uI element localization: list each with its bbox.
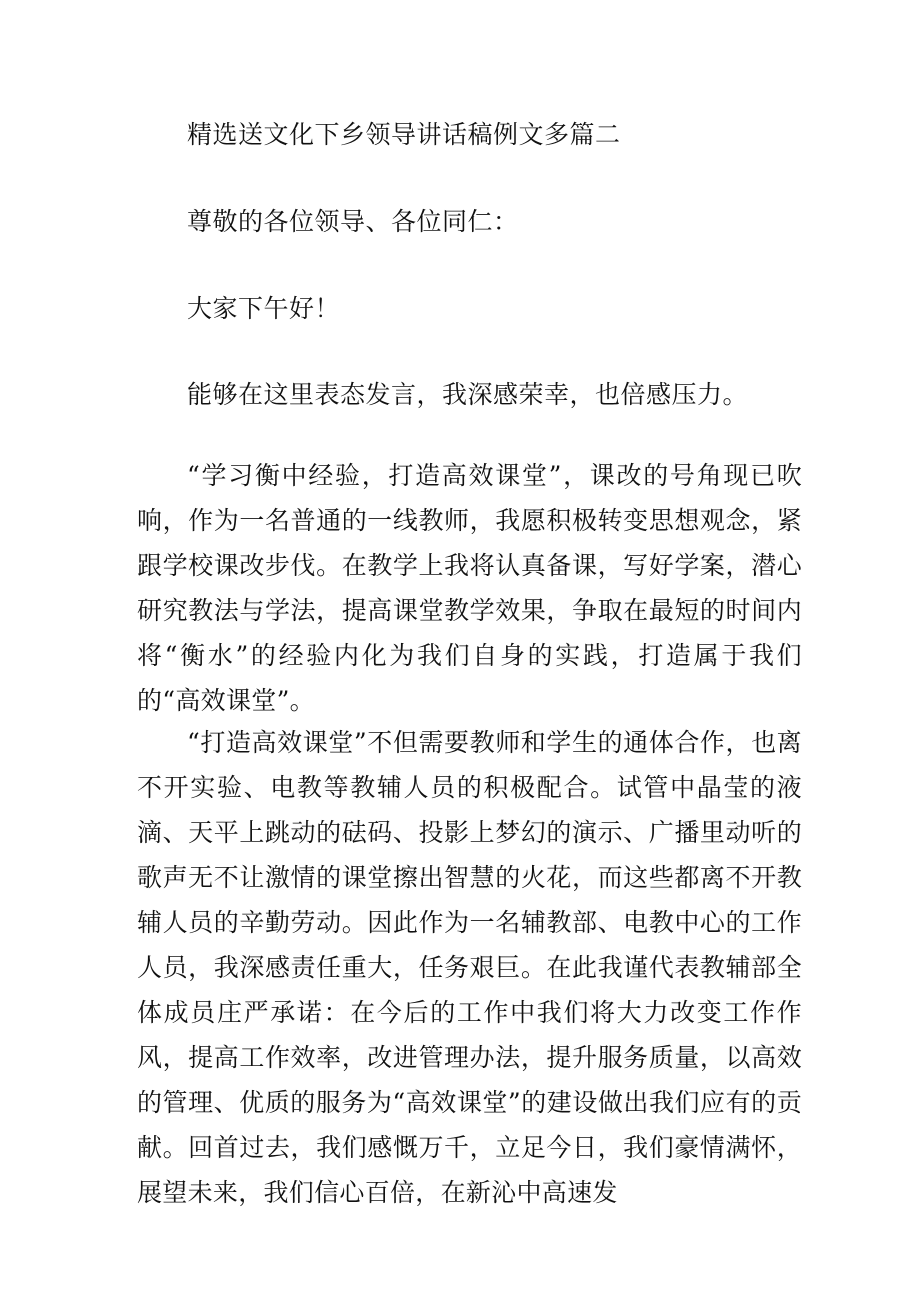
opening-sentence: 能够在这里表态发言，我深感荣幸，也倍感压力。 xyxy=(187,380,749,409)
paragraph-1: “学习衡中经验，打造高效课堂”，课改的号角现已吹响，作为一名普通的一线教师，我愿积极转变思想观念，紧跟学校课改步伐。在教学上我将认真备课，写好学案，潜心研究教法与学法，提高课堂教学效果，争取在最短的时间内将“衡水”的经验内化为我们自身的实践，打造属于我们的“高效课堂”。 xyxy=(137,461,802,715)
document-title: 精选送文化下乡领导讲话稿例文多篇二 xyxy=(187,120,621,149)
paragraph-2: “打造高效课堂”不但需要教师和学生的通体合作，也离不开实验、电教等教辅人员的积极配合。试管中晶莹的液滴、天平上跳动的砝码、投影上梦幻的演示、广播里动听的歌声无不让激情的课堂擦出智慧的火花，而这些都离不开教辅人员的辛勤劳动。因此作为一名辅教部、电教中心的工作人员，我深感责任重大，任务艰巨。在此我谨代表教辅部全体成员庄严承诺：在今后的工作中我们将大力改变工作作风，提高工作效率，改进管理办法，提升服务质量，以高效的管理、优质的服务为“高效课堂”的建设做出我们应有的贡献。回首过去，我们感慨万千，立足今日，我们豪情满怀，展望未来，我们信心百倍，在新沁中高速发 xyxy=(137,728,802,1207)
salutation: 尊敬的各位领导、各位同仁： xyxy=(187,207,519,236)
greeting: 大家下午好！ xyxy=(187,294,341,323)
